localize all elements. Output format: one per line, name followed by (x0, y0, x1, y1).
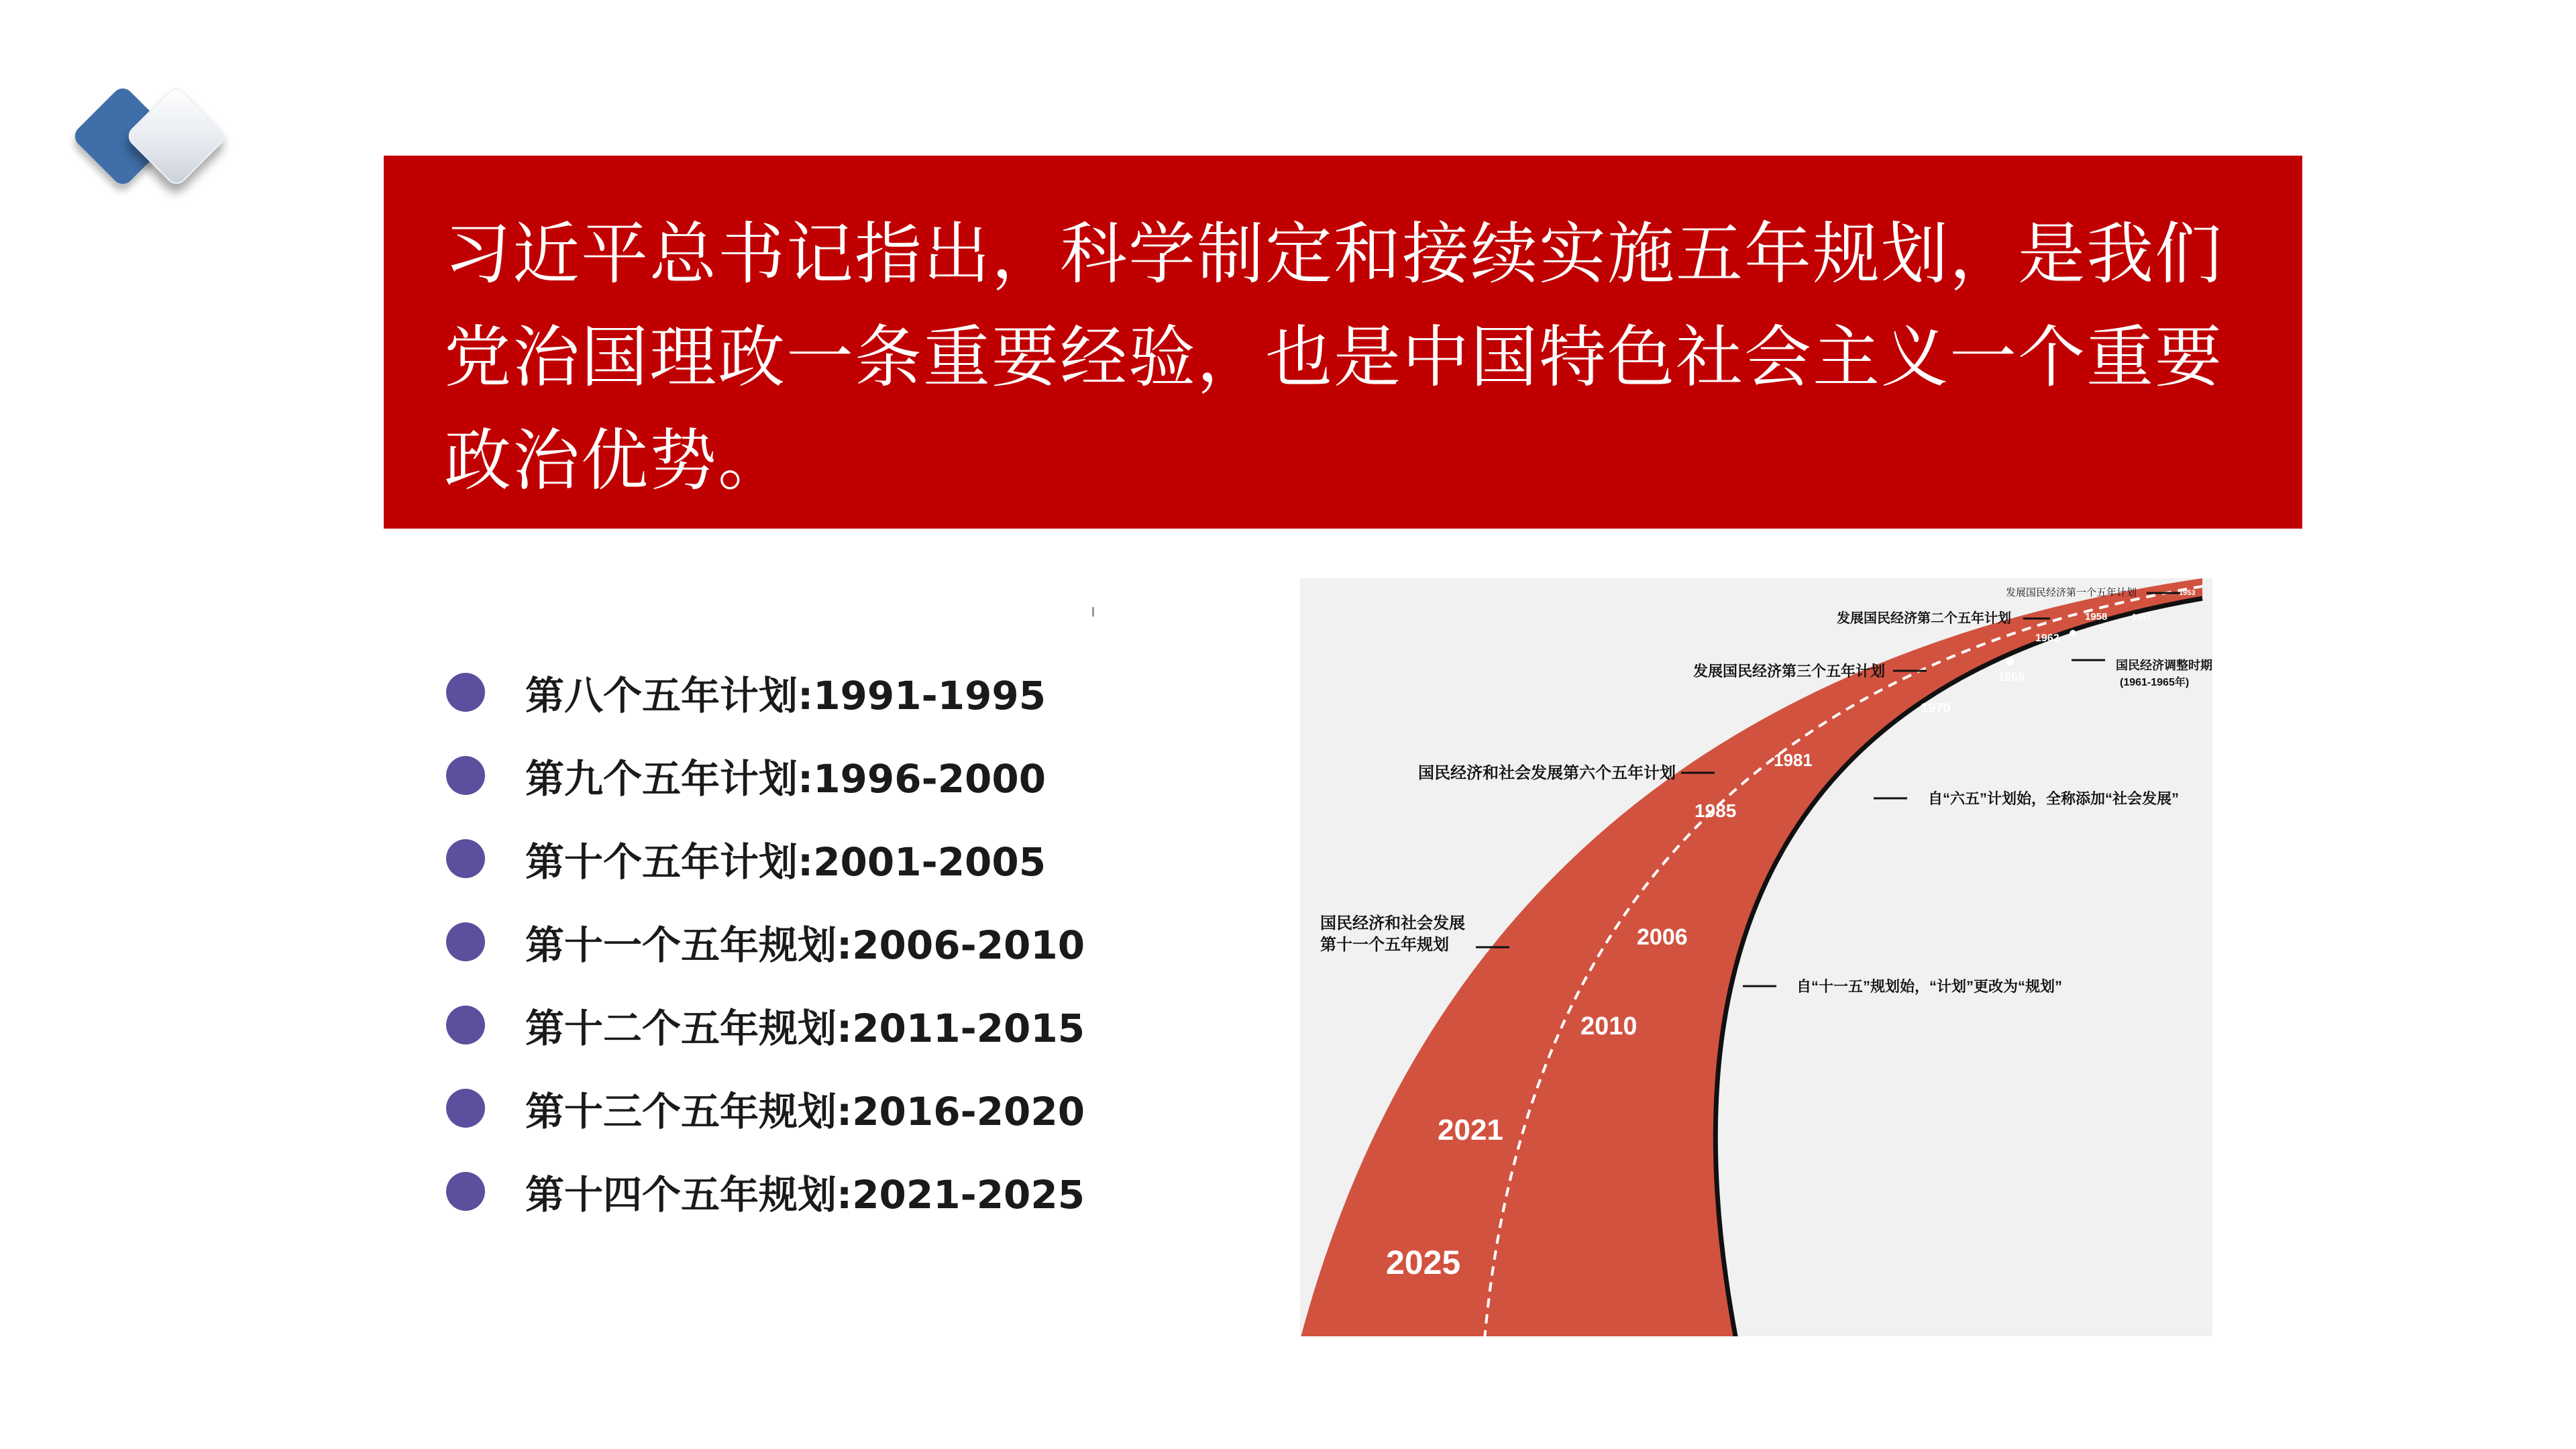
bullet-icon (446, 1089, 485, 1128)
list-item (446, 1150, 1085, 1233)
year-label: 1966 (1998, 670, 2025, 684)
annotation-third-plan: 发展国民经济第三个五年计划 (1693, 663, 1886, 680)
annotation-adjust-years: (1961-1965年) (2120, 677, 2190, 688)
timeline-road-svg (1300, 578, 2212, 1340)
year-label: 1958 (2085, 611, 2108, 623)
bullet-icon (446, 1006, 485, 1044)
list-item (446, 651, 1085, 734)
annotation-eleventh-line2: 第十一个五年规划 (1320, 936, 1449, 954)
year-label: 2006 (1637, 924, 1688, 950)
quote-text: 习近平总书记指出，科学制定和接续实施五年规划，是我们党治国理政一条重要经验，也是中国特色社会主义一个重要政治优势。 (444, 215, 2223, 500)
plan-label: 第十四个五年规划:2021-2025 (525, 1172, 1085, 1218)
logo-diamonds (67, 74, 241, 208)
annotation-sixth-plan: 国民经济和社会发展第六个五年计划 (1418, 764, 1676, 782)
milestone-dot (2006, 657, 2014, 665)
year-label: 2010 (1580, 1012, 1638, 1040)
quote-banner (384, 156, 2302, 529)
plan-label: 第十个五年计划:2001-2005 (525, 839, 1046, 885)
year-label: 1962 (2035, 633, 2059, 644)
year-label: 1985 (1695, 800, 1737, 821)
figure-bottom-strip (1300, 1336, 2212, 1340)
list-item (446, 1067, 1085, 1150)
year-label: 1981 (1774, 750, 1813, 770)
plan-label: 第九个五年计划:1996-2000 (525, 756, 1046, 802)
annotation-eleventh-line1: 国民经济和社会发展 (1320, 914, 1465, 932)
list-item (446, 817, 1085, 900)
plan-label: 第十一个五年规划:2006-2010 (525, 922, 1085, 968)
annotation-first-plan: 发展国民经济第一个五年计划 (2006, 587, 2137, 598)
year-label: 1957 (2132, 612, 2151, 622)
road-shape (1300, 578, 2202, 1340)
bullet-icon (446, 922, 485, 961)
list-item (446, 734, 1085, 817)
plan-list (446, 651, 1085, 1233)
year-label: 1953 (2179, 589, 2196, 597)
plan-label: 第八个五年计划:1991-1995 (525, 673, 1046, 718)
plan-label: 第十二个五年规划:2011-2015 (525, 1006, 1085, 1051)
milestone-dot (2070, 630, 2076, 637)
timeline-figure (1300, 578, 2212, 1340)
year-label: 2021 (1438, 1114, 1503, 1146)
bullet-icon (446, 756, 485, 795)
list-item (446, 983, 1085, 1067)
logo-diamond-gray (124, 84, 229, 189)
bullet-icon (446, 1172, 485, 1211)
list-item (446, 900, 1085, 983)
year-label: 1970 (1921, 701, 1951, 716)
annotation-second-plan: 发展国民经济第二个五年计划 (1837, 611, 2011, 626)
year-label: 2025 (1386, 1244, 1461, 1281)
annotation-sixth-note: 自“六五”计划始，全称添加“社会发展” (1928, 790, 2180, 807)
annotation-adjust-period: 国民经济调整时期 (2116, 659, 2212, 672)
plan-label: 第十三个五年规划:2016-2020 (525, 1089, 1085, 1134)
annotation-eleventh-note: 自“十一五”规划始，“计划”更改为“规划” (1796, 978, 2063, 995)
bullet-icon (446, 673, 485, 712)
stray-mark (1092, 607, 1094, 616)
bullet-icon (446, 839, 485, 878)
